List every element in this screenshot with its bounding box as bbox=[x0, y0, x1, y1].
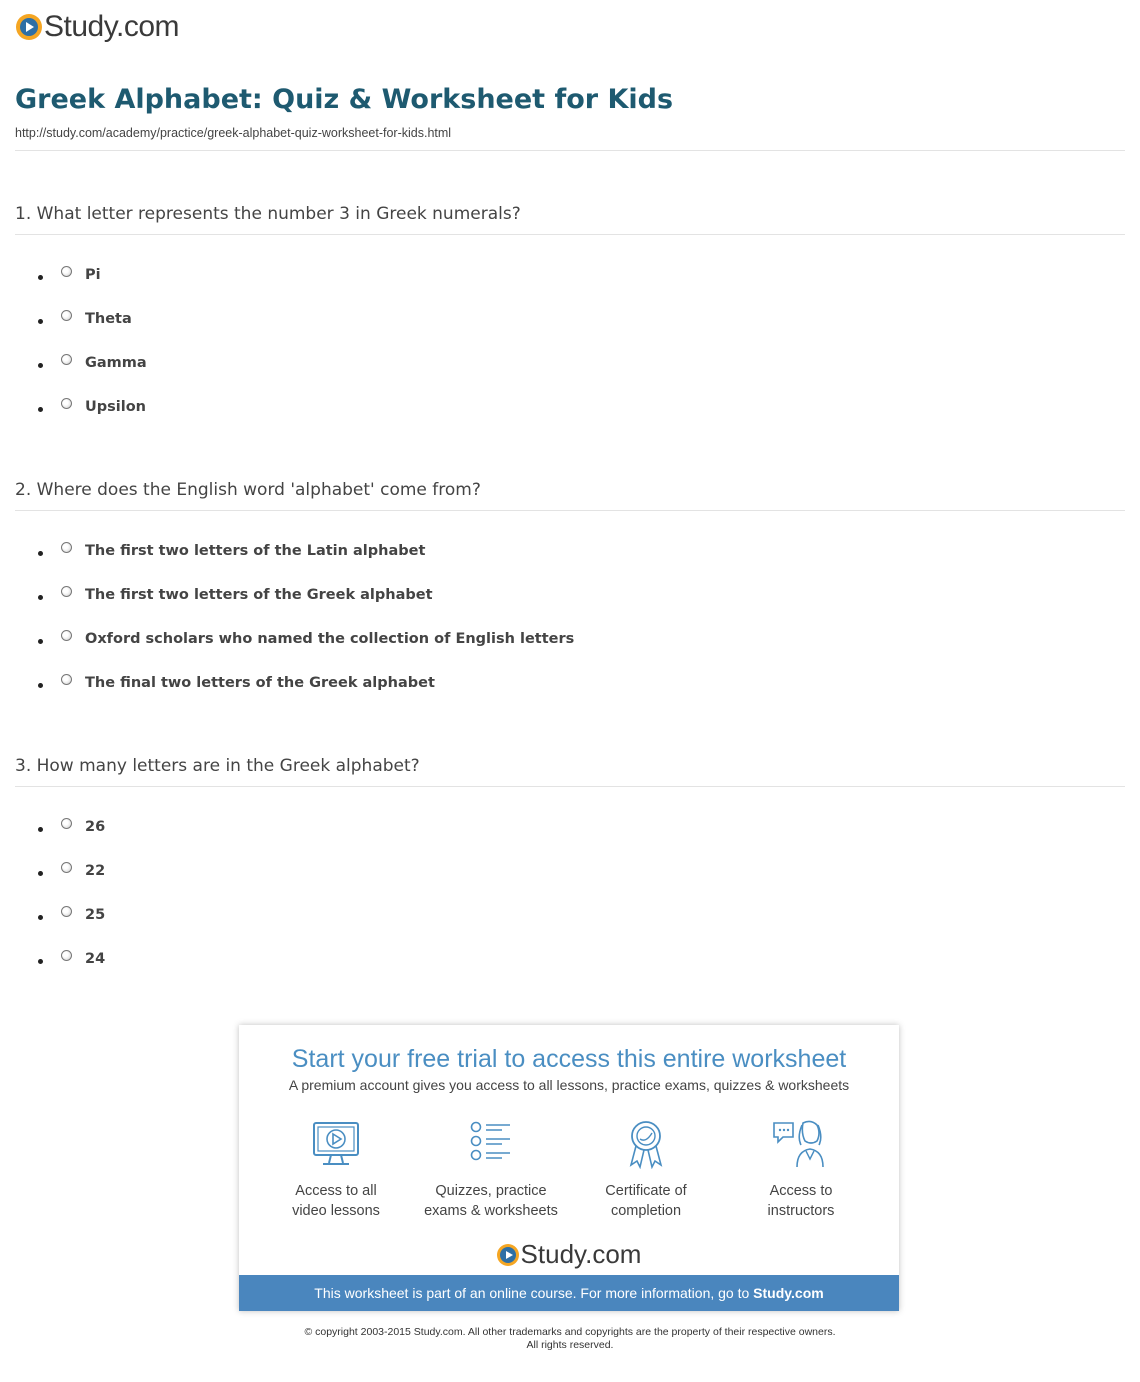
feature-video-lessons bbox=[256, 1119, 416, 1221]
answer-option[interactable] bbox=[38, 341, 147, 385]
bullet-icon bbox=[38, 407, 43, 412]
promo-subheadline: A premium account gives you access to all lessons, practice exams, quizzes & worksheets bbox=[288, 1077, 850, 1093]
answer-option[interactable] bbox=[38, 617, 574, 661]
answer-option[interactable] bbox=[38, 573, 574, 617]
radio-button[interactable] bbox=[61, 818, 72, 829]
free-trial-promo[interactable] bbox=[239, 1025, 899, 1311]
answer-label: Pi bbox=[85, 267, 101, 283]
question-1: 1. What letter represents the number 3 in Greek numerals? bbox=[15, 204, 521, 224]
question-2: 2. Where does the English word 'alphabet' come from? bbox=[15, 480, 481, 500]
promo-study-logo[interactable] bbox=[239, 1239, 899, 1270]
answer-list-3 bbox=[38, 805, 105, 981]
feature-label: Access to instructors bbox=[767, 1183, 835, 1219]
bar-text: This worksheet is part of an online course. For more information, go to bbox=[314, 1285, 754, 1301]
feature-instructors bbox=[721, 1119, 881, 1221]
radio-button[interactable] bbox=[61, 354, 72, 365]
play-logo-icon bbox=[497, 1244, 519, 1266]
radio-button[interactable] bbox=[61, 266, 72, 277]
copyright-line: All rights reserved. bbox=[526, 1339, 614, 1351]
divider bbox=[15, 510, 1125, 511]
bullet-icon bbox=[38, 959, 43, 964]
answer-option[interactable] bbox=[38, 297, 147, 341]
answer-label: 25 bbox=[85, 907, 106, 923]
answer-option[interactable] bbox=[38, 661, 574, 705]
radio-button[interactable] bbox=[61, 630, 72, 641]
bullet-icon bbox=[38, 319, 43, 324]
radio-button[interactable] bbox=[61, 310, 72, 321]
answer-label: Upsilon bbox=[85, 399, 147, 415]
feature-label: Certificate of completion bbox=[605, 1183, 687, 1219]
answer-label: Gamma bbox=[85, 355, 147, 371]
answer-option[interactable] bbox=[38, 849, 105, 893]
bullet-icon bbox=[38, 275, 43, 280]
copyright-footer bbox=[0, 1326, 1140, 1352]
bullet-icon bbox=[38, 363, 43, 368]
bullet-icon bbox=[38, 915, 43, 920]
study-logo[interactable] bbox=[16, 10, 179, 44]
copyright-line: © copyright 2003-2015 Study.com. All other trademarks and copyrights are the property of their respective owners. bbox=[304, 1326, 836, 1338]
page-title: Greek Alphabet: Quiz & Worksheet for Kids bbox=[15, 84, 674, 115]
promo-info-bar bbox=[239, 1275, 899, 1311]
divider bbox=[15, 786, 1125, 787]
study-link[interactable]: Study.com bbox=[753, 1285, 824, 1301]
feature-certificate bbox=[566, 1119, 726, 1221]
answer-option[interactable] bbox=[38, 893, 105, 937]
instructor-chat-icon bbox=[771, 1119, 831, 1169]
bullet-icon bbox=[38, 683, 43, 688]
promo-headline[interactable]: Start your free trial to access this entire worksheet bbox=[291, 1045, 847, 1073]
radio-button[interactable] bbox=[61, 674, 72, 685]
question-3: 3. How many letters are in the Greek alphabet? bbox=[15, 756, 420, 776]
answer-option[interactable] bbox=[38, 529, 574, 573]
feature-label: Quizzes, practice exams & worksheets bbox=[424, 1183, 558, 1219]
answer-option[interactable] bbox=[38, 253, 147, 297]
radio-button[interactable] bbox=[61, 542, 72, 553]
radio-button[interactable] bbox=[61, 950, 72, 961]
answer-label: The first two letters of the Latin alphabet bbox=[85, 543, 426, 559]
play-logo-icon bbox=[16, 14, 42, 40]
page-url[interactable]: http://study.com/academy/practice/greek-alphabet-quiz-worksheet-for-kids.html bbox=[15, 126, 452, 140]
answer-option[interactable] bbox=[38, 805, 105, 849]
bullet-icon bbox=[38, 871, 43, 876]
radio-button[interactable] bbox=[61, 862, 72, 873]
answer-list-2 bbox=[38, 529, 574, 705]
radio-button[interactable] bbox=[61, 586, 72, 597]
radio-button[interactable] bbox=[61, 398, 72, 409]
logo-wordmark: Study.com bbox=[520, 1239, 642, 1269]
feature-quizzes bbox=[411, 1119, 571, 1221]
answer-label: Oxford scholars who named the collection of English letters bbox=[85, 631, 575, 647]
answer-label: 26 bbox=[85, 819, 106, 835]
bullet-icon bbox=[38, 595, 43, 600]
bullet-icon bbox=[38, 827, 43, 832]
bullet-icon bbox=[38, 551, 43, 556]
bullet-icon bbox=[38, 639, 43, 644]
divider bbox=[15, 150, 1125, 151]
certificate-ribbon-icon bbox=[621, 1119, 671, 1169]
video-lesson-icon bbox=[311, 1119, 361, 1169]
answer-option[interactable] bbox=[38, 385, 147, 429]
answer-label: 22 bbox=[85, 863, 106, 879]
answer-label: Theta bbox=[85, 311, 132, 327]
answer-option[interactable] bbox=[38, 937, 105, 981]
answer-label: The final two letters of the Greek alphabet bbox=[85, 675, 435, 691]
divider bbox=[15, 234, 1125, 235]
logo-wordmark: Study.com bbox=[44, 10, 179, 43]
quiz-list-icon bbox=[466, 1119, 516, 1169]
answer-label: 24 bbox=[85, 951, 106, 967]
answer-label: The first two letters of the Greek alphabet bbox=[85, 587, 433, 603]
feature-label: Access to all video lessons bbox=[292, 1183, 380, 1219]
answer-list-1 bbox=[38, 253, 147, 429]
radio-button[interactable] bbox=[61, 906, 72, 917]
